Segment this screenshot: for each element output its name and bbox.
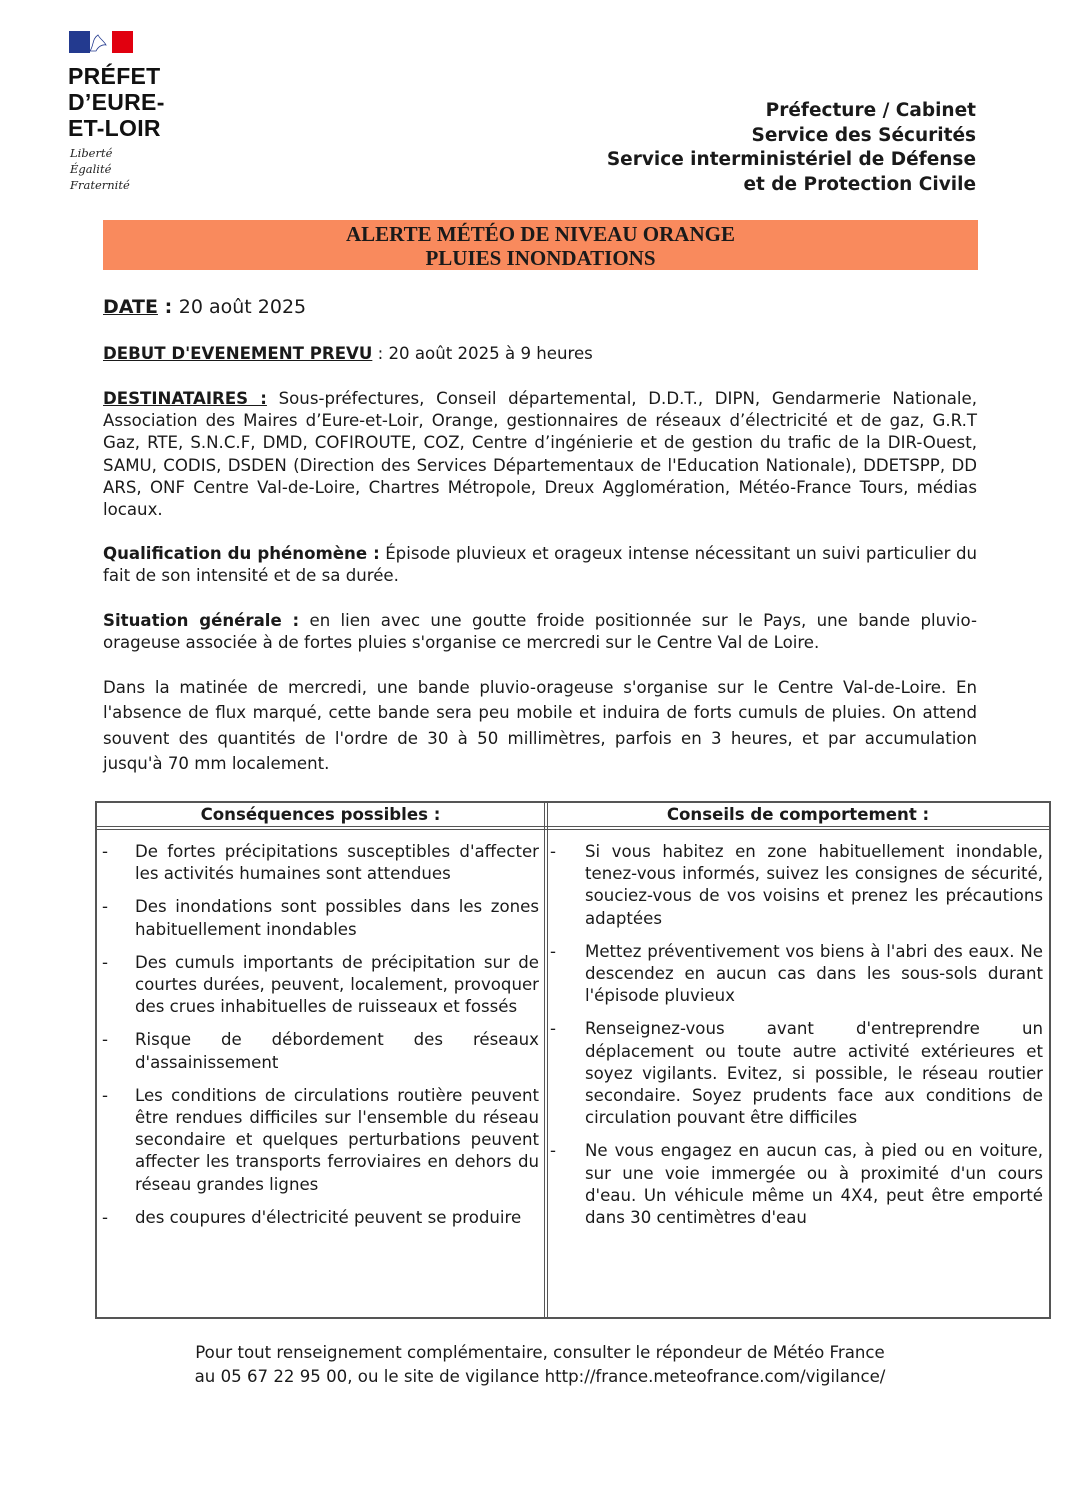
list-item: - De fortes précipitations susceptibles d'affecter les activités humaines sont attendues (102, 842, 539, 884)
service-block: Préfecture / Cabinet Service des Sécurités Service interministériel de Défense et de Protection Civile (606, 100, 976, 195)
list-item: - Ne vous engagez en aucun cas, à pied ou en voiture, sur une voie immergée ou à proximité d'un cours d'eau. Un véhicule même un 4X4, peut être emporté dans 30 centimètres d'eau (550, 1141, 1043, 1228)
list-item: - des coupures d'électricité peuvent se produire (102, 1207, 522, 1227)
alert-banner (103, 220, 978, 270)
qualification-paragraph: Qualification du phénomène : Épisode pluvieux et orageux intense nécessitant un suivi particulier du fait de son intensité et de sa durée. (103, 544, 977, 586)
consequences-list (95, 841, 539, 1240)
republic-motto: Liberté Égalité Fraternité (70, 146, 130, 192)
date-line: DATE : 20 août 2025 (103, 296, 307, 318)
list-item: - Des inondations sont possibles dans les zones habituellement inondables (102, 897, 539, 939)
prefet-title: PRÉFET D’EURE- ET-LOIR (68, 63, 165, 141)
consequences-header: Conséquences possibles : (200, 805, 441, 824)
consequences-advice-table (95, 801, 1051, 1318)
list-item: - Renseignez-vous avant d'entreprendre un déplacement ou toute autre activité extérieures et soyez vigilants. Evitez, si possible, le réseau routier secondaire. Soyez prudents face aux conditions de circulation pouvant être difficiles (550, 1019, 1043, 1128)
advice-header: Conseils de comportement : (666, 805, 930, 824)
alert-title: ALERTE MÉTÉO DE NIVEAU ORANGE (346, 222, 735, 246)
advice-list (550, 841, 1043, 1240)
alert-subtitle: PLUIES INONDATIONS (425, 246, 656, 270)
situation-paragraph: Situation générale : en lien avec une goutte froide positionnée sur le Pays, une bande pluvio-orageuse associée à de fortes pluies s'organise ce mercredi sur le Centre Val de Loire. (103, 611, 977, 653)
forecast-paragraph: Dans la matinée de mercredi, une bande pluvio-orageuse s'organise sur le Centre Val-de-Loire. En l'absence de flux marqué, cette bande sera peu mobile et induira de forts cumuls de pluies. On attend souvent des quantités de l'ordre de 30 à 50 millimètres, parfois en 3 heures, et par accumulation jusqu'à 70 mm localement. (103, 678, 977, 774)
recipients-paragraph: DESTINATAIRES : Sous-préfectures, Conseil départemental, D.D.T., DIPN, Gendarmerie Nationale, Association des Maires d’Eure-et-Loir, Orange, gestionnaires de réseaux d’électricité et de gaz, G.R.T Gaz, RTE, S.N.C.F, DMD, COFIROUTE, COZ, Centre d’ingénierie et de gestion du trafic de la DIR-Ouest, SAMU, CODIS, DSDEN (Direction des Services Départementaux de l'Education Nationale), DDETSPP, DD ARS, ONF Centre Val-de-Loire, Chartres Métropole, Dreux Agglomération, Météo-France Tours, médias locaux. (103, 389, 977, 520)
footer-note: Pour tout renseignement complémentaire, consulter le répondeur de Météo France au 05 67 22 95 00, ou le site de vigilance http://france.meteofrance.com/vigilance/ (194, 1343, 886, 1386)
marianne-flag-icon (69, 31, 133, 53)
list-item: - Si vous habitez en zone habituellement inondable, tenez-vous informés, suivez les consignes de sécurité, souciez-vous de vos voisins et prenez les précautions adaptées (550, 842, 1043, 928)
list-item: - Risque de débordement des réseaux d'assainissement (102, 1030, 539, 1072)
list-item: - Mettez préventivement vos biens à l'abri des eaux. Ne descendez en aucun cas dans les sous-sols durant l'épisode pluvieux (550, 941, 1043, 1006)
list-item: - Les conditions de circulations routière peuvent être rendues difficiles sur l'ensemble du réseau secondaire et quelques perturbations peuvent affecter les transports ferroviaires en dehors du réseau grandes lignes (102, 1085, 539, 1194)
event-start-line: DEBUT D'EVENEMENT PREVU : 20 août 2025 à 9 heures (103, 344, 593, 363)
list-item: - Des cumuls importants de précipitation sur de courtes durées, peuvent, localement, provoquer des crues inhabituelles de ruisseaux et fossés (102, 952, 539, 1017)
